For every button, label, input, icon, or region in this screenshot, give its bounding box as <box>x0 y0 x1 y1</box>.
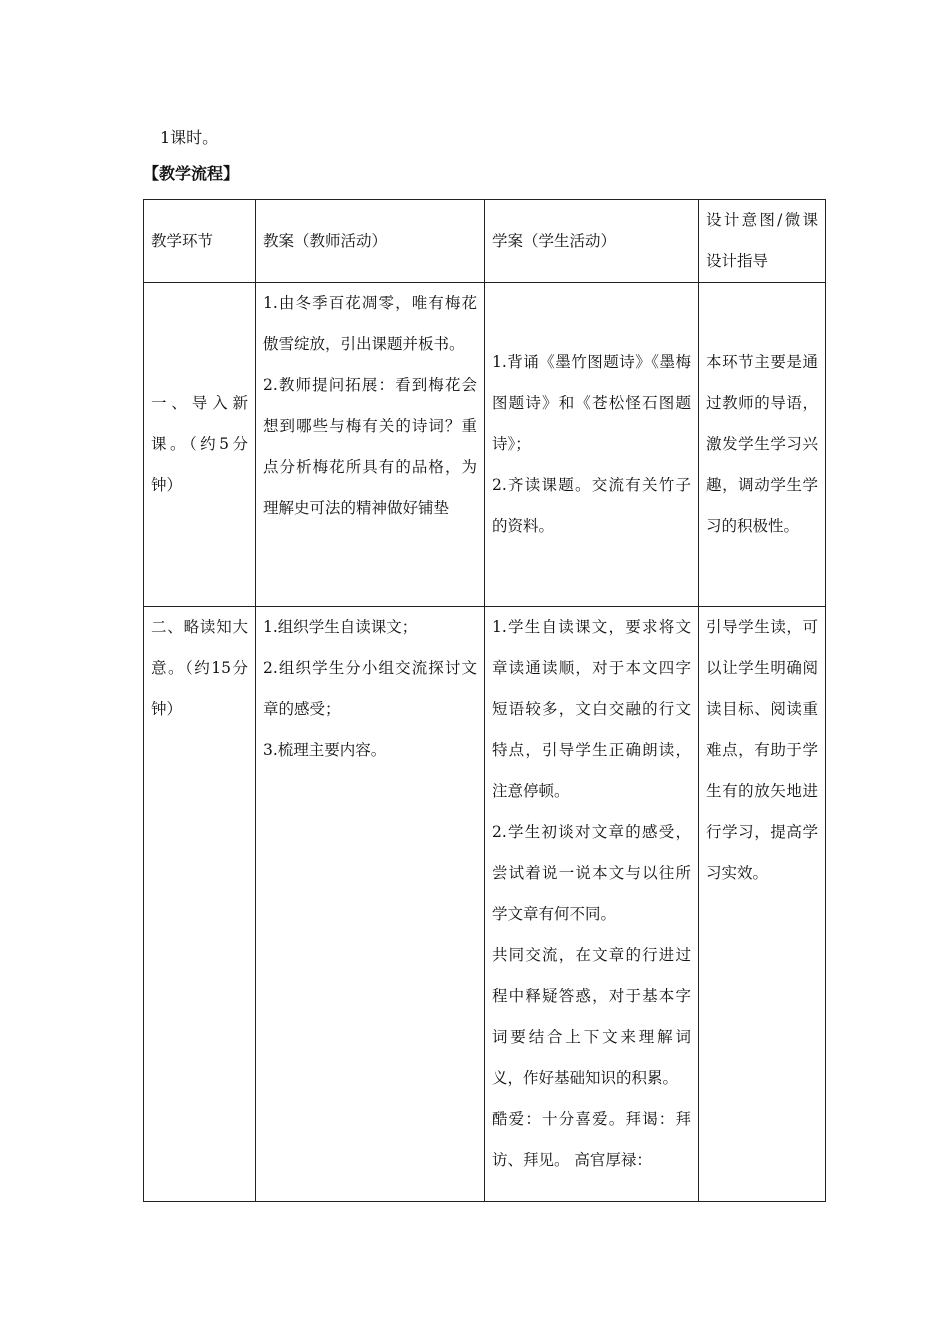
design-intent-cell: 引导学生读，可以让学生明确阅读目标、阅读重难点，有助于学生有的放矢地进行学习，提高学习实效。 <box>699 607 826 1202</box>
student-activity-item: 酷爱：十分喜爱。拜谒：拜访、拜见。 高官厚禄： <box>492 1110 691 1169</box>
student-activity-item: 2.齐读课题。交流有关竹子的资料。 <box>492 476 691 535</box>
teacher-activity-cell <box>256 283 485 607</box>
header-student-activity: 学案（学生活动） <box>485 200 699 283</box>
header-stage: 教学环节 <box>144 200 256 283</box>
table-header-row <box>144 200 826 283</box>
design-intent-cell: 本环节主要是通过教师的导语，激发学生学习兴趣，调动学生学习的积极性。 <box>699 283 826 607</box>
teacher-activity-item: 1.组织学生自读课文； <box>263 618 418 636</box>
student-activity-cell <box>485 607 699 1202</box>
table-row <box>144 283 826 607</box>
teaching-flow-heading: 【教学流程】 <box>143 164 240 183</box>
teacher-activity-cell <box>256 607 485 1202</box>
student-activity-item: 共同交流，在文章的行进过程中释疑答惑，对于基本字词要结合上下文来理解词义，作好基础知识的积累。 <box>492 946 691 1087</box>
header-teacher-activity: 教案（教师活动） <box>256 200 485 283</box>
teaching-flow-table <box>143 199 826 1202</box>
stage-cell: 一、导入新课。（约5分钟） <box>144 283 256 607</box>
class-hours-text: 1课时。 <box>160 128 219 147</box>
student-activity-item: 1.学生自读课文，要求将文章读通读顺，对于本文四字短语较多，文白交融的行文特点，引导学生正确朗读，注意停顿。 <box>492 618 691 800</box>
teacher-activity-item: 3.梳理主要内容。 <box>263 741 387 759</box>
teacher-activity-item: 2.组织学生分小组交流探讨文章的感受； <box>263 659 477 718</box>
student-activity-item: 1.背诵《墨竹图题诗》《墨梅图题诗》和《苍松怪石图题诗》； <box>492 353 691 453</box>
table-row <box>144 607 826 1202</box>
header-design-intent: 设计意图/微课设计指导 <box>699 200 826 283</box>
teacher-activity-item: 1.由冬季百花凋零，唯有梅花傲雪绽放，引出课题并板书。 <box>263 294 477 353</box>
student-activity-cell <box>485 283 699 607</box>
student-activity-item: 2.学生初谈对文章的感受，尝试着说一说本文与以往所学文章有何不同。 <box>492 823 691 923</box>
teacher-activity-item: 2.教师提问拓展：看到梅花会想到哪些与梅有关的诗词？重点分析梅花所具有的品格，为理解史可法的精神做好铺垫 <box>263 376 477 517</box>
stage-cell: 二、略读知大意。（约15分钟） <box>144 607 256 1202</box>
